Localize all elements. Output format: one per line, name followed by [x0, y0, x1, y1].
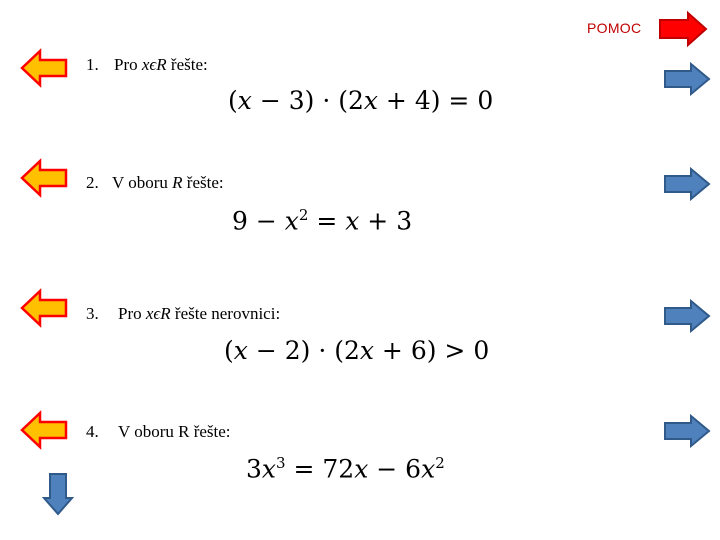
eq1-p3: + 4) = 0 — [377, 86, 494, 115]
eq4-sup2: 2 — [435, 454, 445, 472]
eq3-p3: + 6) > 0 — [373, 336, 490, 365]
task-2-instruction — [112, 173, 224, 193]
eq4-v1: x — [261, 454, 277, 484]
task-2-text-a: V oboru — [112, 173, 173, 192]
down-arrow-icon[interactable] — [42, 472, 74, 516]
task-3-text-a: Pro — [118, 304, 146, 323]
task-2-text-var: R — [172, 173, 183, 192]
eq2-p3: + 3 — [359, 206, 413, 236]
eq4-v2: x — [354, 454, 369, 484]
eq1-p2: − 3) · (2 — [251, 86, 364, 115]
task-3-text-b: řešte nerovnici: — [170, 304, 281, 323]
task-1-number: 1. — [86, 55, 99, 74]
next-arrow-2-icon[interactable] — [663, 167, 711, 201]
task-2-equation — [232, 206, 412, 235]
eq3-v1: x — [233, 336, 248, 365]
task-4-text-a: V oboru R řešte: — [118, 422, 231, 441]
back-arrow-2-icon[interactable] — [20, 159, 68, 197]
eq3-p2: − 2) · (2 — [247, 336, 360, 365]
task-2-text-b: řešte: — [182, 173, 224, 192]
eq1-v1: x — [237, 86, 252, 115]
task-4-number: 4. — [86, 422, 99, 441]
task-2-number: 2. — [86, 173, 99, 192]
next-arrow-3-icon[interactable] — [663, 299, 711, 333]
task-3-equation — [224, 336, 489, 365]
eq4-v3: x — [421, 454, 436, 484]
eq4-p1: 3 — [246, 454, 262, 484]
eq2-sup: 2 — [298, 206, 309, 224]
eq1-p1: ( — [228, 86, 238, 115]
back-arrow-4-icon[interactable] — [20, 411, 68, 449]
eq3-p1: ( — [224, 336, 234, 365]
help-label[interactable]: POMOC — [587, 20, 642, 36]
next-arrow-1-icon[interactable] — [663, 62, 711, 96]
eq1-v2: x — [363, 86, 378, 115]
task-1-equation — [228, 86, 493, 115]
eq2-p1: 9 − — [232, 206, 285, 236]
eq4-p2: = 72 — [285, 454, 355, 484]
task-1-instruction — [114, 55, 208, 75]
back-arrow-3-icon[interactable] — [20, 289, 68, 327]
task-4-equation — [246, 454, 445, 483]
task-1-text-var: xϵR — [141, 55, 167, 74]
task-1-text-b: řešte: — [166, 55, 208, 74]
eq2-p2: = — [308, 206, 346, 236]
task-3-number: 3. — [86, 304, 99, 323]
eq2-v2: x — [345, 206, 360, 236]
task-4-instruction — [118, 422, 231, 442]
task-3-instruction — [118, 304, 280, 324]
eq4-sup1: 3 — [276, 454, 286, 472]
eq3-v2: x — [359, 336, 374, 365]
next-arrow-4-icon[interactable] — [663, 414, 711, 448]
task-3-text-var: xϵR — [145, 304, 171, 323]
eq4-p3: − 6 — [368, 454, 422, 484]
help-arrow-icon[interactable] — [658, 11, 708, 47]
back-arrow-1-icon[interactable] — [20, 49, 68, 87]
task-1-text-a: Pro — [114, 55, 142, 74]
eq2-v1: x — [284, 206, 299, 236]
